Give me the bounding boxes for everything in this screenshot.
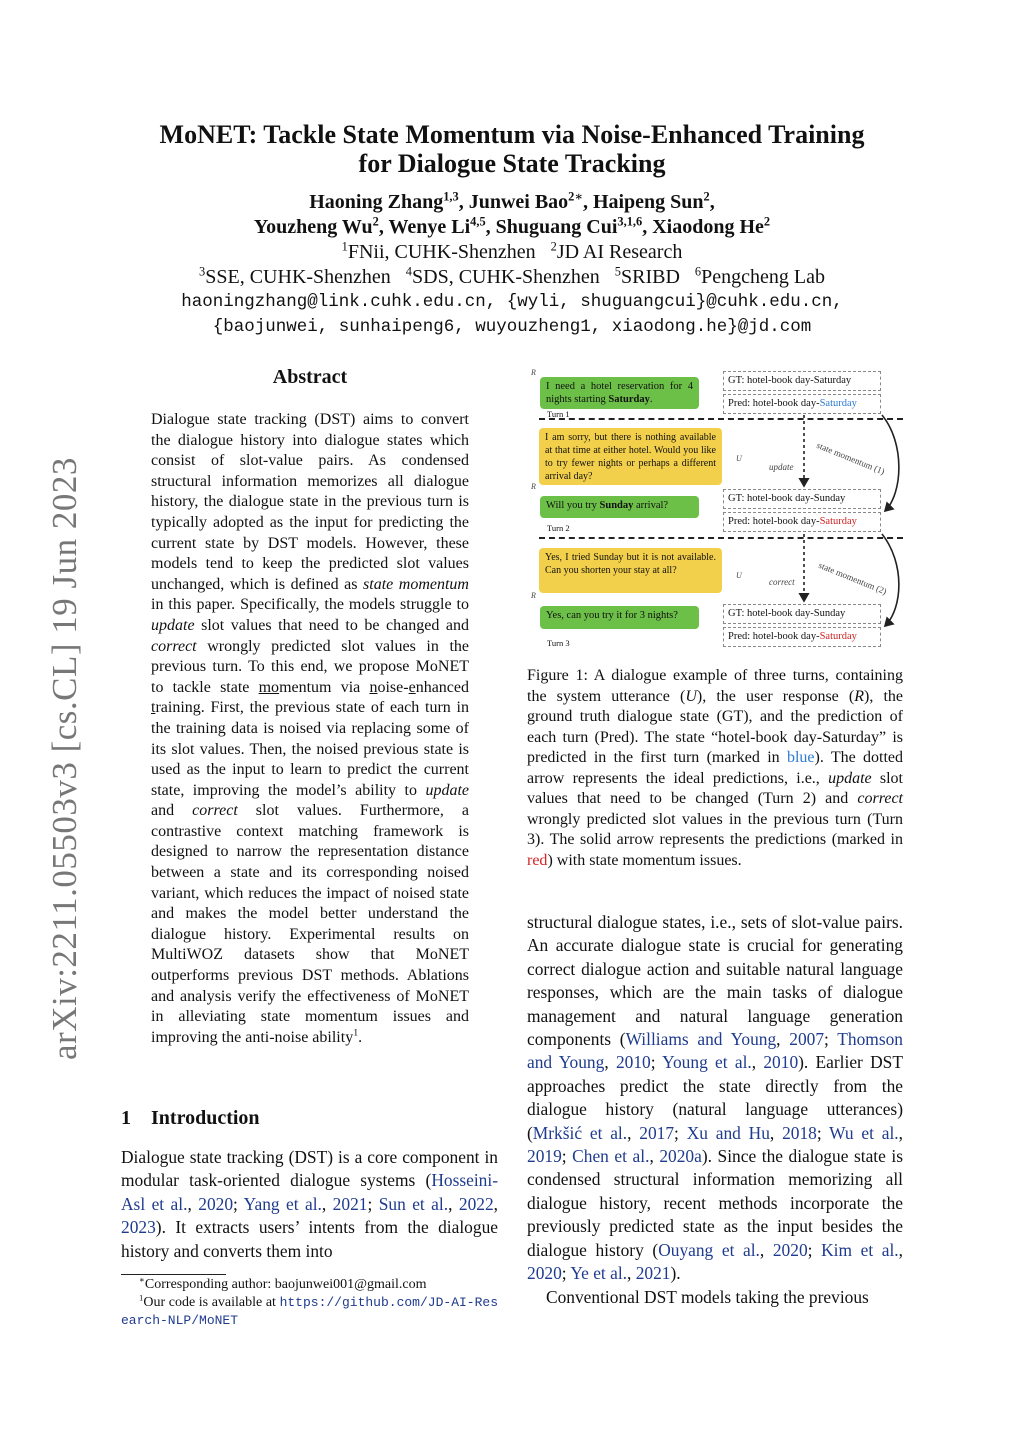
paper-title	[112, 120, 912, 178]
citation-link[interactable]: 2020a	[659, 1146, 702, 1167]
citation-link[interactable]: Ouyang et al.	[658, 1239, 760, 1260]
author-affiliation-mark: 4,5	[470, 214, 486, 229]
system-label: U	[736, 454, 742, 463]
author-name: Shuguang Cui	[495, 216, 618, 238]
footnote-corresponding	[121, 1276, 498, 1294]
momentum-arrow-1	[882, 415, 899, 511]
body-span: ,	[493, 1193, 499, 1214]
citation-link[interactable]: 2020	[527, 1263, 562, 1284]
abstract-underline: mo	[258, 678, 280, 696]
abstract-span: oise-	[377, 678, 409, 696]
section-number: 1	[121, 1107, 131, 1129]
code-url-link[interactable]: https://github.com/JD-AI-Research-NLP/MoNET	[121, 1295, 498, 1328]
affiliation-number: 2	[550, 239, 557, 254]
caption-span: ), the ground truth dialogue state (GT), and the prediction of each turn (Pred). The state “hotel-book day-Saturday” is predicted in the first turn (marked in	[527, 687, 904, 766]
abstract-heading: Abstract	[272, 366, 348, 388]
right-column-text	[527, 911, 903, 1309]
citation-link[interactable]: Wu et al.	[829, 1122, 899, 1143]
author-block	[112, 190, 912, 340]
pred-value-red: Saturday	[819, 516, 857, 527]
abstract-emphasis: state momentum	[363, 575, 469, 593]
abstract-span: mentum via	[279, 678, 370, 696]
turn3-system-bubble: Yes, I tried Sunday but it is not available. Can you shorten your stay at all?	[539, 548, 722, 593]
citation-link[interactable]: 2010	[763, 1052, 799, 1073]
pred-text: Pred: hotel-book day-	[728, 516, 820, 527]
update-label: update	[769, 462, 794, 472]
emails-line-2: {baojunwei, sunhaipeng6, wuyouzheng1, xiaodong.he}@jd.com	[212, 317, 812, 337]
abstract-emphasis: correct	[151, 637, 197, 655]
body-span: ,	[627, 1122, 640, 1143]
state-momentum-1-label: state momentum (1)	[815, 440, 887, 477]
abstract-span: .	[358, 1028, 363, 1046]
affiliation: SSE, CUHK-Shenzhen	[205, 266, 391, 288]
body-span: ;	[650, 1052, 663, 1073]
abstract-span: and	[151, 802, 193, 820]
footnotes	[121, 1276, 498, 1330]
footnote-marker[interactable]: 1	[353, 1027, 359, 1039]
title-line-1: MoNET: Tackle State Momentum via Noise-Enhanced Training	[159, 120, 865, 149]
system-label: U	[736, 571, 742, 580]
section-title: Introduction	[151, 1107, 260, 1129]
citation-link[interactable]: 2020	[198, 1193, 234, 1214]
pred-value-red: Saturday	[819, 631, 857, 642]
paragraph: Conventional DST models taking the previous	[546, 1286, 869, 1307]
body-span: ,	[759, 1239, 773, 1260]
user-label: R	[531, 368, 536, 377]
author-line-1: Haoning Zhang$^{1,3}$, Junwei Bao$^{2∗}$, Haipeng Sun$^2$,	[309, 189, 715, 213]
turn3-label: Turn 3	[547, 638, 570, 648]
caption-span: ). The dotted arrow represents the ideal predictions, i.e.,	[527, 749, 904, 787]
citation-link[interactable]: 2019	[527, 1146, 562, 1167]
caption-span: Figure 1: A dialogue example of three turns, containing the system utterance (	[527, 667, 903, 705]
affiliation-number: 6	[694, 264, 702, 279]
author-name: Haipeng Sun	[592, 191, 704, 213]
bubble-text: I need a hotel reservation for 4 nights starting	[546, 381, 693, 405]
affiliation: FNii, CUHK-Shenzhen	[347, 241, 536, 263]
user-label: R	[531, 482, 536, 491]
footnote-divider	[121, 1274, 226, 1275]
citation-link[interactable]: 2010	[615, 1052, 651, 1073]
citation-link[interactable]: 2007	[789, 1029, 825, 1050]
author-affiliation-mark: 3,1,6	[617, 214, 643, 229]
citation-link[interactable]: 2021	[332, 1193, 368, 1214]
abstract-emphasis: update	[425, 781, 469, 799]
footnote-text: Our code is available at	[143, 1295, 280, 1310]
bubble-bold: Saturday	[608, 394, 650, 405]
section-heading	[121, 1107, 501, 1130]
citation-link[interactable]: 2017	[639, 1122, 675, 1143]
author-name: Haoning Zhang	[309, 191, 444, 213]
affiliation-line-1	[112, 240, 912, 265]
turn2-label: Turn 2	[547, 523, 570, 533]
citation-link[interactable]: Kim et al.	[821, 1239, 899, 1260]
caption-span: ), the user response (	[696, 687, 855, 705]
body-span: ,	[776, 1029, 790, 1050]
body-span: ,	[627, 1263, 636, 1284]
affiliation-number: 1	[341, 239, 348, 254]
caption-emphasis: U	[685, 687, 697, 705]
citation-link[interactable]: Young et al.	[662, 1052, 752, 1073]
caption-emphasis: R	[854, 687, 865, 705]
turn2-system-bubble: I am sorry, but there is nothing available at that time at either hotel. Would you like to try fewer nights or perhaps a different arrival day?	[539, 428, 722, 485]
paragraph	[527, 911, 903, 1286]
abstract-underline: e	[408, 678, 416, 696]
body-span: ,	[604, 1052, 616, 1073]
bubble-text: Will you try	[546, 500, 600, 511]
body-span: ;	[367, 1193, 379, 1214]
author-affiliation-mark: 2	[703, 189, 710, 204]
citation-link[interactable]: Sun et al.	[378, 1193, 449, 1214]
citation-link[interactable]: 2023	[121, 1217, 156, 1238]
affiliation: Pengcheng Lab	[701, 266, 825, 288]
figure-1-dialogue-example	[527, 368, 905, 658]
body-span: structural dialogue states, i.e., sets of slot-value pairs. An accurate dialogue state is crucial for generating correct dialogue action and suitable natural language responses, which are the main tasks of dialogue management and natural language generation components (	[527, 912, 903, 1050]
body-span: Dialogue state tracking (DST) is a core component in modular task-oriented dialogue systems (	[121, 1147, 498, 1191]
abstract-span: nhanced	[415, 678, 470, 696]
author-name: Youzheng Wu	[253, 216, 373, 238]
author-affiliation-mark: 2	[372, 214, 379, 229]
author-name: Xiaodong He	[652, 216, 764, 238]
author-affiliation-mark: 2∗	[568, 189, 583, 204]
citation-link[interactable]: Thomson and Young	[527, 1029, 903, 1073]
author-affiliation-mark: 2	[763, 214, 771, 229]
citation-link[interactable]: 2018	[782, 1122, 817, 1143]
citation-link[interactable]: 2020	[772, 1239, 808, 1260]
body-span: ;	[816, 1122, 830, 1143]
user-label: R	[531, 591, 536, 600]
body-span: ;	[233, 1193, 244, 1214]
bubble-text: arrival?	[633, 500, 669, 511]
turn1-label: Turn 1	[547, 409, 570, 419]
caption-span: slot values that need to be changed (Turn 2) and	[527, 769, 903, 807]
abstract-emphasis: update	[151, 616, 195, 634]
caption-span: ) with state momentum issues.	[547, 851, 742, 869]
turn3-user-bubble: Yes, can you try it for 3 nights?	[540, 606, 699, 629]
affiliation: SDS, CUHK-Shenzhen	[412, 266, 600, 288]
body-span: ;	[807, 1239, 822, 1260]
body-span: ,	[751, 1052, 764, 1073]
author-name: Junwei Bao	[468, 191, 569, 213]
arxiv-identifier: arXiv:2211.05503v3 [cs.CL] 19 Jun 2023	[45, 457, 84, 1060]
affiliation-number: 4	[405, 264, 412, 279]
author-affiliation-mark: 1,3	[443, 189, 459, 204]
body-span: ,	[649, 1146, 660, 1167]
pred-text: Pred: hotel-book day-	[728, 398, 820, 409]
footnote-mark: 1	[139, 1292, 144, 1303]
bubble-text: .	[649, 394, 653, 405]
citation-link[interactable]: Ye et al.	[570, 1263, 628, 1284]
title-line-2: for Dialogue State Tracking	[358, 149, 666, 178]
correct-label: correct	[769, 577, 795, 587]
emails-line-1: haoningzhang@link.cuhk.edu.cn, {wyli, shuguangcui}@cuhk.edu.cn,	[181, 292, 843, 312]
abstract-underline: t	[151, 699, 156, 717]
body-span: ;	[674, 1122, 687, 1143]
abstract-span: in this paper. Specifically, the models struggle to	[151, 596, 469, 614]
citation-link[interactable]: Xu and Hu	[686, 1122, 770, 1143]
caption-span: wrongly predicted slot values in the previous turn (Turn 3). The solid arrow represents the predictions (marked in	[527, 810, 903, 848]
abstract-underline: n	[369, 678, 378, 696]
citation-link[interactable]: Yang et al.	[243, 1193, 322, 1214]
affiliation-number: 5	[614, 264, 621, 279]
caption-red-word: red	[527, 851, 548, 869]
abstract-span: slot values. Furthermore, a contrastive context matching framework is designed to narrow the representation distance between a state and its corresponding noised variant, which reduces the impact of noised state and makes the model better understand the dialogue history. Experimental results on MultiWOZ datasets show that MoNET outperforms previous DST methods. Ablations and analysis verify the effectiveness of MoNET in alleviating state momentum issues and improving the anti-noise ability	[151, 802, 469, 1046]
citation-link[interactable]: Hosseini-Asl et al.	[121, 1170, 498, 1214]
turn3-gt-box: GT: hotel-book day-Sunday	[723, 604, 881, 624]
body-span: ). Since the dialogue state is condensed structural information memorizing all dialogue history, recent methods incorporate the previously predicted state as the input besides the dialogue history (	[527, 1146, 903, 1260]
abstract-span: Dialogue state tracking (DST) aims to convert the dialogue history into dialogue states which consist of slot-value pairs. As condensed structural information memorizes all dialogue history, the dialogue state in the previous turn is typically adopted as the input for predicting the current state by DST models. However, these models tend to keep the predicted slot values unchanged, which is defined as	[151, 411, 469, 593]
footnote-mark: ∗	[139, 1274, 145, 1285]
body-span: ,	[448, 1193, 459, 1214]
citation-link[interactable]: Williams and Young	[625, 1029, 777, 1050]
state-momentum-2-label: state momentum (2)	[817, 560, 889, 597]
body-span: ;	[824, 1029, 838, 1050]
body-span: ,	[898, 1122, 903, 1143]
abstract-span: wrongly predicted slot values in the previous turn. To this end, we propose MoNET to tackle state	[151, 637, 469, 696]
author-name: Wenye Li	[388, 216, 471, 238]
body-span: ,	[898, 1239, 904, 1260]
pred-value-blue: Saturday	[819, 398, 857, 409]
bubble-bold: Sunday	[599, 500, 634, 511]
body-span: ;	[561, 1263, 571, 1284]
abstract-text	[151, 410, 469, 1048]
caption-emphasis: update	[828, 769, 872, 787]
abstract-span: raining. First, the previous state of each turn in the training data is noised via replacing some of its slot values. Then, the noised previous state is used as the input to learn to predict the current state, improving the model’s ability to	[151, 699, 469, 799]
affiliation-number: 3	[199, 264, 206, 279]
figure-arrows	[527, 368, 905, 658]
body-span: ,	[187, 1193, 199, 1214]
caption-emphasis: correct	[857, 790, 903, 807]
citation-link[interactable]: Mrkšić et al.	[532, 1122, 628, 1143]
citation-link[interactable]: 2022	[458, 1193, 494, 1214]
body-span: ). Earlier DST approaches predict the state directly from the dialogue history (natural language utterances) (	[527, 1052, 903, 1143]
footnote-text: Corresponding author: baojunwei001@gmail.com	[144, 1277, 427, 1292]
intro-paragraph	[121, 1146, 498, 1263]
citation-link[interactable]: Chen et al.	[572, 1146, 650, 1167]
body-span: ,	[769, 1122, 783, 1143]
turn2-gt-box: GT: hotel-book day-Sunday	[723, 489, 881, 509]
abstract-emphasis: correct	[192, 802, 238, 820]
caption-blue-word: blue	[786, 749, 815, 766]
citation-link[interactable]: 2021	[635, 1263, 671, 1284]
author-line-2: Youzheng Wu$^2$, Wenye Li$^{4,5}$, Shuguang Cui$^{3,1,6}$, Xiaodong He$^2$	[253, 214, 771, 238]
turn1-gt-box: GT: hotel-book day-Saturday	[723, 371, 881, 391]
body-span: ). It extracts users’ intents from the dialogue history and converts them into	[121, 1217, 498, 1261]
body-span: ).	[670, 1263, 681, 1284]
affiliation-line-2	[112, 265, 912, 290]
pred-text: Pred: hotel-book day-	[728, 631, 820, 642]
affiliation: JD AI Research	[556, 241, 683, 263]
body-span: ,	[321, 1193, 333, 1214]
momentum-arrow-2	[882, 534, 899, 626]
affiliation: SRIBD	[620, 266, 680, 288]
body-span: ;	[561, 1146, 573, 1167]
figure-1-caption	[527, 666, 903, 871]
abstract-span: slot values that need to be changed and	[194, 616, 469, 634]
footnote-code	[121, 1294, 498, 1330]
